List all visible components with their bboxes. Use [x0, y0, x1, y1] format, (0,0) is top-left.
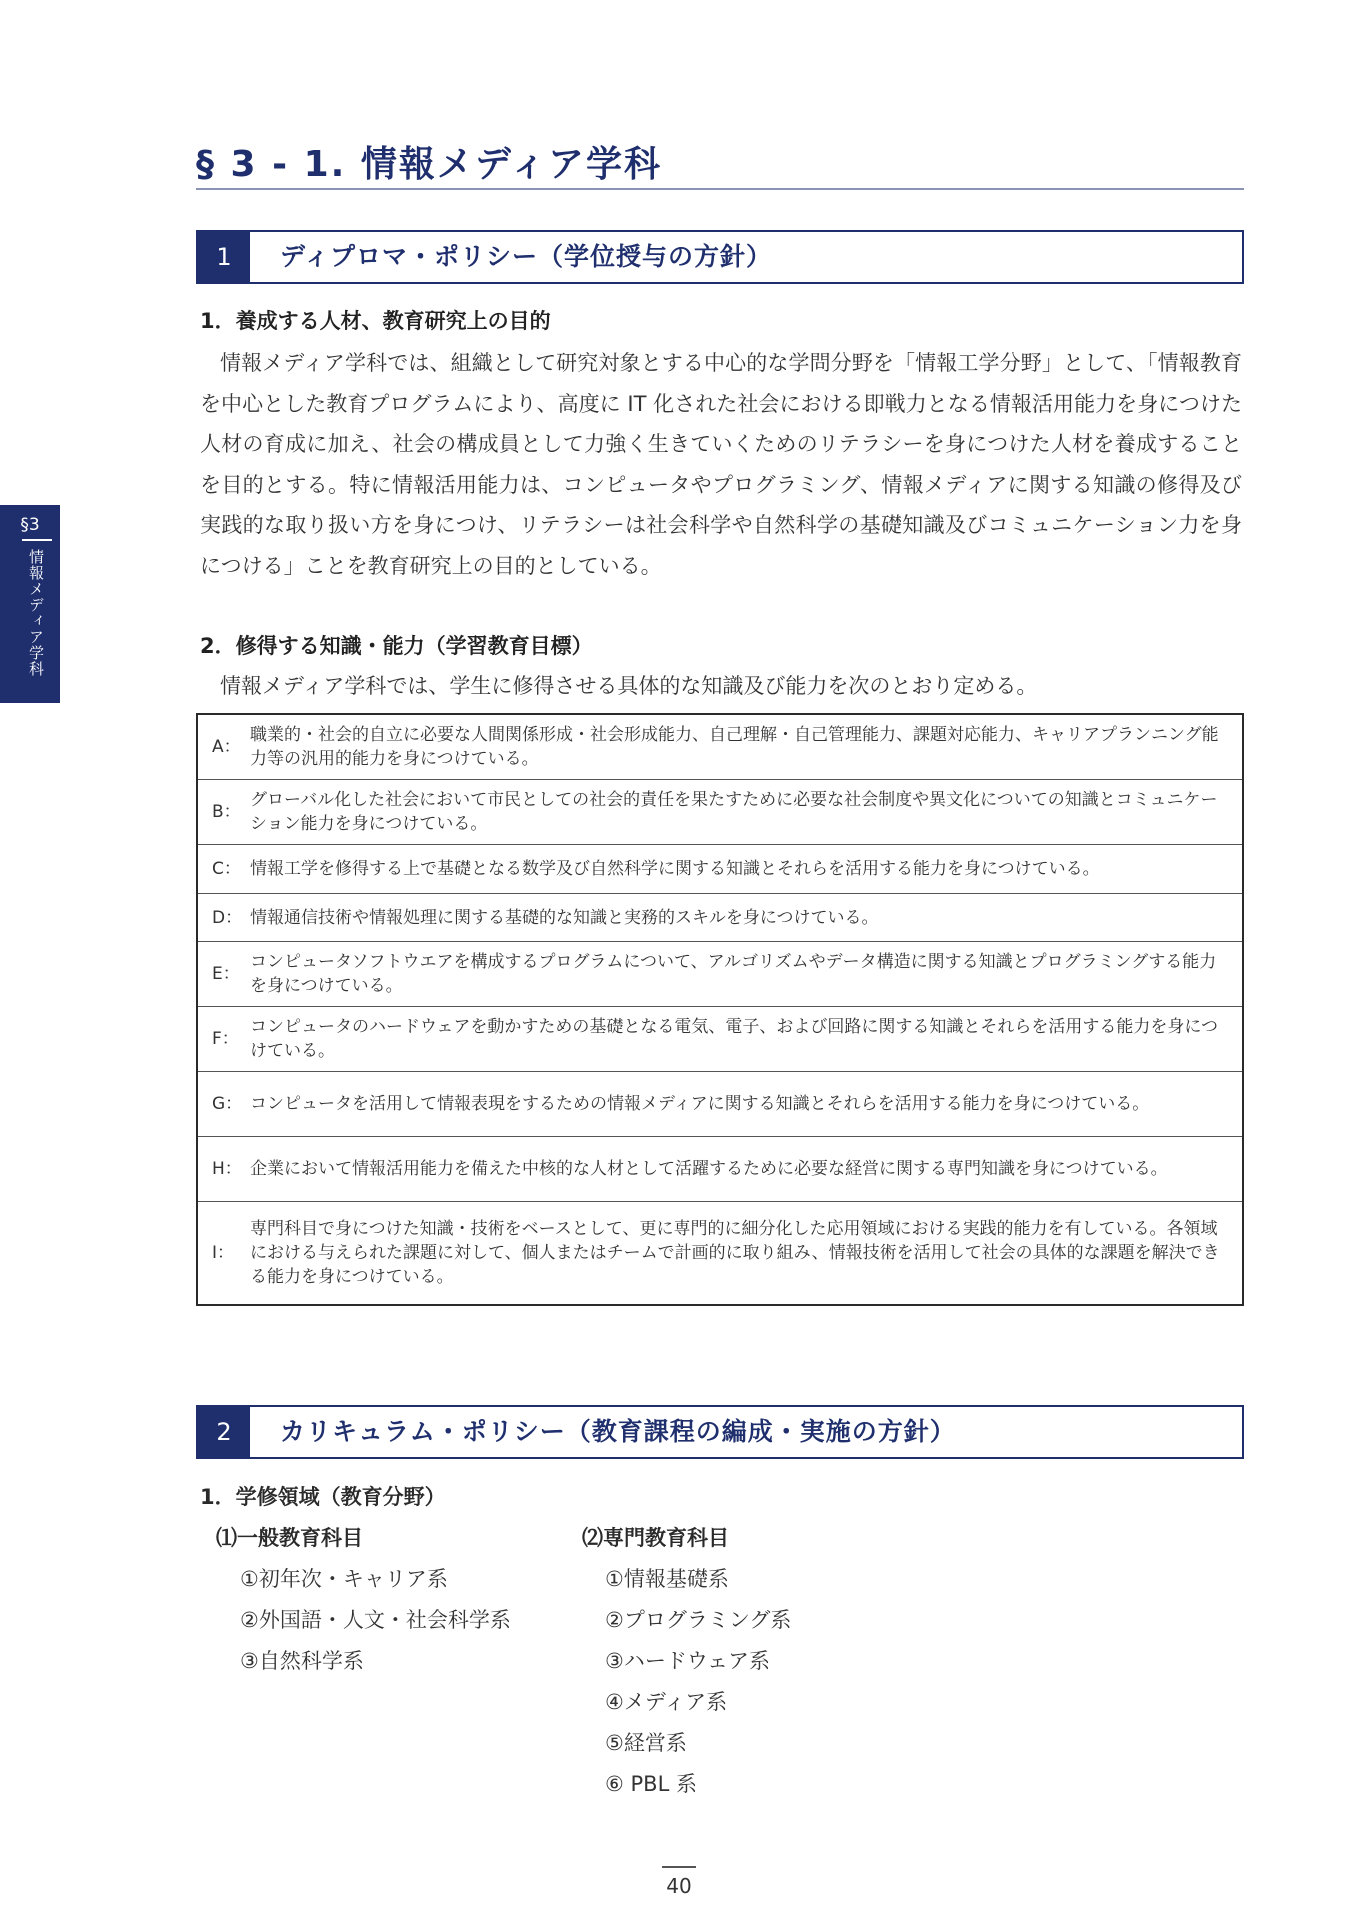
title-divider — [196, 188, 1244, 190]
list-item: ④メディア系 — [605, 1690, 728, 1714]
learning-goals-table — [196, 713, 1244, 1306]
table-row — [198, 941, 1242, 1006]
page-number-divider — [662, 1866, 696, 1868]
table-row — [198, 844, 1242, 893]
purpose-paragraph: 情報メディア学科では、組織として研究対象とする中心的な学問分野を「情報工学分野」として、「情報教育を中心とした教育プログラムにより、高度に IT 化された社会における即戦力となる情報活用能力を身につけた人材の育成に加え、社会の構成員として力強く生きていくためのリテラシーを身につけた人材を養成することを目的とする。特に情報活用能力は、コンピュータやプログラミング、情報メディアに関する知識の修得及び実践的な取り扱い方を身につけ、リテラシーは社会科学や自然科学の基礎知識及びコミュニケーション力を身につける」ことを教育研究上の目的としている。 — [200, 351, 1242, 578]
goal-text: コンピュータのハードウェアを動かすための基礎となる電気、電子、および回路に関する知識とそれらを活用する能力を身につけている。 — [250, 1017, 1218, 1061]
goal-text: コンピュータを活用して情報表現をするための情報メディアに関する知識とそれらを活用する能力を身につけている。 — [250, 1094, 1150, 1114]
goal-letter: D： — [212, 907, 243, 928]
curriculum-policy-heading — [196, 1405, 1244, 1459]
goals-intro: 情報メディア学科では、学生に修得させる具体的な知識及び能力を次のとおり定める。 — [220, 674, 1038, 698]
heading-label: カリキュラム・ポリシー（教育課程の編成・実施の方針） — [280, 1417, 956, 1446]
page-title: § 3 - 1. 情報メディア学科 — [196, 144, 662, 185]
list-item: ②プログラミング系 — [605, 1608, 792, 1632]
table-row — [198, 1071, 1242, 1136]
learning-areas-heading: 1．学修領域（教育分野） — [200, 1485, 446, 1509]
list-item: ③自然科学系 — [240, 1649, 364, 1673]
goal-letter: C： — [212, 859, 241, 879]
goal-text: 情報通信技術や情報処理に関する基礎的な知識と実務的スキルを身につけている。 — [250, 907, 879, 928]
goal-letter: G： — [212, 1094, 243, 1114]
table-row — [198, 1006, 1242, 1071]
list-item: ⑤経営系 — [605, 1731, 687, 1755]
goal-letter: A： — [212, 737, 241, 757]
goals-heading: 2．修得する知識・能力（学習教育目標） — [200, 634, 593, 658]
side-tab-divider — [22, 539, 52, 541]
side-tab-label: 情報メディア学科 — [27, 549, 45, 677]
goal-letter: I： — [212, 1243, 235, 1263]
page-number: 40 — [666, 1874, 692, 1898]
list-item: ①情報基礎系 — [605, 1567, 729, 1591]
table-row — [198, 779, 1242, 844]
goal-text: 専門科目で身につけた知識・技術をベースとして、更に専門的に細分化した応用領域における実践的能力を有している。各領域における与えられた課題に対して、個人またはチームで計画的に取り組み、情報技術を活用して社会の具体的な課題を解決できる能力を身につけている。 — [250, 1219, 1220, 1287]
purpose-heading: 1．養成する人材、教育研究上の目的 — [200, 309, 551, 333]
list-item: ③ハードウェア系 — [605, 1649, 770, 1673]
goal-letter: H： — [212, 1159, 242, 1179]
list-item: ②外国語・人文・社会科学系 — [240, 1608, 511, 1632]
side-index-tab — [0, 505, 60, 703]
goal-text: 企業において情報活用能力を備えた中核的な人材として活躍するために必要な経営に関する専門知識を身につけている。 — [250, 1159, 1168, 1179]
diploma-policy-heading — [196, 230, 1244, 284]
heading-number: 2 — [198, 1407, 250, 1457]
goal-letter: B： — [212, 802, 241, 822]
heading-label: ディプロマ・ポリシー（学位授与の方針） — [280, 242, 773, 271]
goal-text: コンピュータソフトウエアを構成するプログラムについて、アルゴリズムやデータ構造に関する知識とプログラミングする能力を身につけている。 — [250, 952, 1217, 996]
goal-letter: F： — [212, 1029, 239, 1049]
specialized-education-title: ⑵専門教育科目 — [582, 1526, 729, 1550]
general-education-title: ⑴一般教育科目 — [216, 1526, 363, 1550]
list-item: ①初年次・キャリア系 — [240, 1567, 448, 1591]
goal-letter: E： — [212, 964, 240, 984]
side-tab-number: §3 — [20, 515, 40, 535]
table-row — [198, 893, 1242, 941]
goal-text: 職業的・社会的自立に必要な人間関係形成・社会形成能力、自己理解・自己管理能力、課題対応能力、キャリアプランニング能力等の汎用的能力を身につけている。 — [250, 725, 1219, 769]
table-row — [198, 715, 1242, 779]
list-item: ⑥ PBL 系 — [605, 1772, 697, 1796]
table-row — [198, 1136, 1242, 1201]
table-row — [198, 1201, 1242, 1304]
heading-number: 1 — [198, 232, 250, 282]
goal-text: 情報工学を修得する上で基礎となる数学及び自然科学に関する知識とそれらを活用する能力を身につけている。 — [250, 859, 1100, 879]
goal-text: グローバル化した社会において市民としての社会的責任を果たすために必要な社会制度や異文化についての知識とコミュニケーション能力を身につけている。 — [250, 790, 1218, 834]
